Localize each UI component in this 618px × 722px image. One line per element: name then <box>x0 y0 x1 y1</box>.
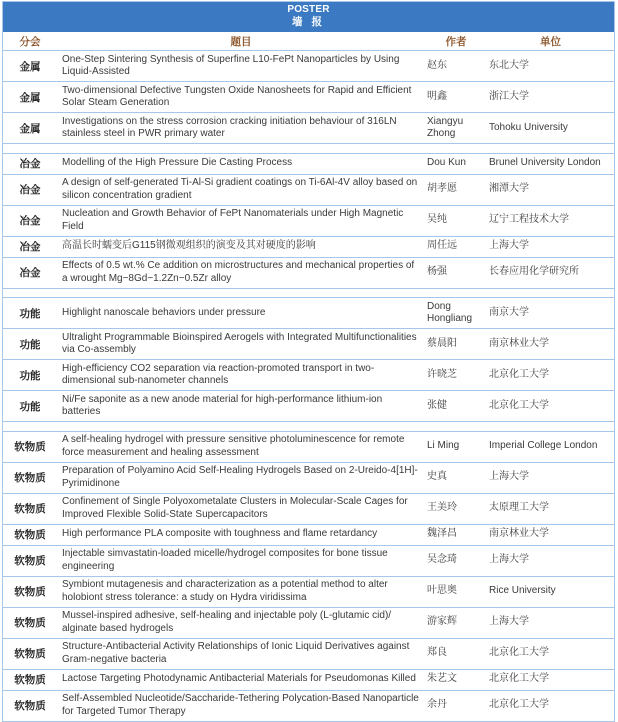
table-row <box>3 638 614 669</box>
cell-poster-title: Ultralight Programmable Bioinspired Aerogels with Integrated Multifunctionalities via Co-assembly <box>62 331 417 355</box>
column-header-row <box>3 32 614 50</box>
table-row <box>3 545 614 576</box>
cell-author: Li Ming <box>427 440 460 452</box>
cell-poster-title: Symbiont mutagenesis and characterization as a potential method to alter holobiont stress tolerance: a study on Hydra viridissima <box>62 579 388 603</box>
cell-affiliation: 北京化工大学 <box>489 673 549 685</box>
table-row <box>3 390 614 421</box>
table-row <box>3 493 614 524</box>
cell-poster-title: Lactose Targeting Photodynamic Antibacterial Materials for Pseudomonas Killed <box>62 673 416 685</box>
cell-author: 余丹 <box>427 699 447 711</box>
cell-author: 杨强 <box>427 266 447 278</box>
poster-table <box>2 1 615 722</box>
cell-author: Dong Hongliang <box>427 300 473 324</box>
cell-author: 郑良 <box>427 647 447 659</box>
cell-author: 朱艺文 <box>427 673 457 685</box>
table-title-banner <box>3 2 614 32</box>
table-row <box>3 607 614 638</box>
cell-poster-title: High-efficiency CO2 separation via reaction-promoted transport in two-dimensional sub-nanometer channels <box>62 362 375 386</box>
column-header-title: 题目 <box>230 35 252 48</box>
cell-poster-title: Preparation of Polyamino Acid Self-Healing Hydrogels Based on 2-Ureido-4[1H]-Pyrimidinone <box>62 465 418 489</box>
cell-author: Xiangyu Zhong <box>427 115 464 139</box>
cell-poster-title: Highlight nanoscale behaviors under pressure <box>62 306 266 318</box>
cell-author: 史真 <box>427 471 447 483</box>
cell-session-category: 软物质 <box>14 700 46 712</box>
cell-poster-title: Mussel-inspired adhesive, self-healing and injectable poly (L-glutamic cid)/ alginate based hydrogels <box>62 610 392 634</box>
table-row <box>3 174 614 205</box>
cell-affiliation: Brunel University London <box>489 157 601 169</box>
cell-affiliation: 上海大学 <box>489 554 529 566</box>
table-row <box>3 669 614 690</box>
table-row <box>3 462 614 493</box>
cell-session-category: 软物质 <box>14 674 46 686</box>
cell-session-category: 冶金 <box>19 158 41 170</box>
cell-affiliation: Imperial College London <box>489 440 598 452</box>
cell-poster-title: Nucleation and Growth Behavior of FePt Nanomaterials under High Magnetic Field <box>62 208 404 232</box>
cell-poster-title: Structure-Antibacterial Activity Relationships of Ionic Liquid Derivatives against Gram-negative bacteria <box>62 641 410 665</box>
cell-affiliation: 北京化工大学 <box>489 399 549 411</box>
cell-session-category: 软物质 <box>14 503 46 515</box>
cell-session-category: 功能 <box>19 400 41 413</box>
cell-author: 张健 <box>427 399 447 411</box>
cell-poster-title: Effects of 0.5 wt.% Ce addition on microstructures and mechanical properties of a wrought Mg−8Gd−1.2Zn−0.5Zr alloy <box>62 260 415 284</box>
cell-session-category: 功能 <box>19 369 41 382</box>
cell-poster-title: Self-Assembled Nucleotide/Saccharide-Tethering Polycation-Based Nanoparticle for Targeted Tumor Therapy <box>62 693 419 717</box>
cell-poster-title: Ni/Fe saponite as a new anode material for high-performance lithium-ion batteries <box>62 393 383 417</box>
cell-affiliation: 上海大学 <box>489 240 529 252</box>
cell-session-category: 功能 <box>19 338 41 351</box>
cell-poster-title: A design of self-generated Ti-Al-Si gradient coatings on Ti-6Al-4V alloy based on silicon concentration gradient <box>62 177 418 201</box>
table-row <box>3 328 614 359</box>
cell-affiliation: 长春应用化学研究所 <box>489 266 579 278</box>
cell-session-category: 冶金 <box>19 241 41 253</box>
cell-author: 许晓芝 <box>427 368 457 380</box>
cell-affiliation: 北京化工大学 <box>489 368 549 380</box>
cell-affiliation: 浙江大学 <box>489 90 529 102</box>
group-spacer-row <box>3 288 614 298</box>
cell-session-category: 金属 <box>19 122 41 135</box>
cell-affiliation: 湘潭大学 <box>489 183 529 195</box>
cell-affiliation: 太原理工大学 <box>489 502 549 514</box>
table-row <box>3 50 614 81</box>
column-header-session: 分会 <box>19 35 41 48</box>
cell-session-category: 冶金 <box>19 215 41 227</box>
cell-poster-title: Injectable simvastatin-loaded micelle/hydrogel composites for bone tissue engineering <box>62 548 388 572</box>
cell-author: 叶思奥 <box>427 585 457 597</box>
cell-session-category: 软物质 <box>14 472 46 484</box>
cell-affiliation: 北京化工大学 <box>489 699 549 711</box>
cell-author: 蔡晨阳 <box>427 337 457 349</box>
cell-affiliation: 东北大学 <box>489 59 529 71</box>
cell-author: 吴念琦 <box>427 554 457 566</box>
cell-session-category: 软物质 <box>14 529 46 541</box>
cell-author: 赵东 <box>427 59 447 71</box>
banner-title-english: POSTER <box>287 4 330 15</box>
cell-author: 游家辉 <box>427 616 457 628</box>
cell-affiliation: 上海大学 <box>489 471 529 483</box>
cell-affiliation: 南京林业大学 <box>489 337 549 349</box>
cell-session-category: 软物质 <box>14 441 46 453</box>
cell-affiliation: 北京化工大学 <box>489 647 549 659</box>
cell-author: 胡孝愿 <box>427 183 457 195</box>
cell-affiliation: 南京大学 <box>489 306 529 318</box>
cell-session-category: 冶金 <box>19 184 41 196</box>
column-header-author: 作者 <box>445 35 467 48</box>
table-row <box>3 257 614 288</box>
cell-session-category: 软物质 <box>14 555 46 567</box>
cell-affiliation: 南京林业大学 <box>489 528 549 540</box>
cell-affiliation: Rice University <box>489 585 556 597</box>
cell-poster-title: One-Step Sintering Synthesis of Superfine L10-FePt Nanoparticles by Using Liquid-Assisted <box>62 53 400 77</box>
table-row <box>3 576 614 607</box>
table-row <box>3 359 614 390</box>
table-row <box>3 297 614 328</box>
cell-session-category: 功能 <box>19 307 41 320</box>
cell-author: 明鑫 <box>427 90 447 102</box>
table-row <box>3 112 614 143</box>
cell-poster-title: Two-dimensional Defective Tungsten Oxide Nanosheets for Rapid and Efficient Solar Steam Generation <box>62 84 412 108</box>
cell-affiliation: Tohoku University <box>489 121 568 133</box>
table-row <box>3 431 614 462</box>
cell-author: 王美玲 <box>427 502 457 514</box>
table-row <box>3 690 614 721</box>
table-row <box>3 205 614 236</box>
group-spacer-row <box>3 421 614 431</box>
cell-session-category: 软物质 <box>14 648 46 660</box>
cell-affiliation: 辽宁工程技术大学 <box>489 214 569 226</box>
banner-title-chinese: 墙 报 <box>292 16 325 28</box>
cell-poster-title: Confinement of Single Polyoxometalate Clusters in Molecular-Scale Cages for Improved Flexible Solid-State Supercapacitors <box>62 496 408 520</box>
cell-author: 周任远 <box>427 240 457 252</box>
cell-session-category: 金属 <box>19 60 41 73</box>
cell-poster-title: Modelling of the High Pressure Die Casting Process <box>62 157 293 169</box>
cell-affiliation: 上海大学 <box>489 616 529 628</box>
cell-session-category: 软物质 <box>14 617 46 629</box>
table-row <box>3 81 614 112</box>
cell-poster-title: 高温长时蠕变后G115钢微观组织的演变及其对硬度的影响 <box>62 240 316 252</box>
group-spacer-row <box>3 143 614 153</box>
table-row <box>3 236 614 257</box>
cell-author: Dou Kun <box>427 157 466 169</box>
table-row <box>3 524 614 545</box>
cell-session-category: 软物质 <box>14 586 46 598</box>
cell-session-category: 金属 <box>19 91 41 104</box>
cell-poster-title: High performance PLA composite with toughness and flame retardancy <box>62 528 378 540</box>
cell-author: 吴纯 <box>427 214 447 226</box>
table-row <box>3 153 614 174</box>
cell-poster-title: A self-healing hydrogel with pressure sensitive photoluminescence for remote force measurement and healing assessment <box>62 434 405 458</box>
cell-session-category: 冶金 <box>19 267 41 279</box>
table-body <box>3 50 614 721</box>
cell-poster-title: Investigations on the stress corrosion cracking initiation behaviour of 316LN stainless steel in PWR primary water <box>62 115 397 139</box>
cell-author: 魏泽昌 <box>427 528 457 540</box>
column-header-affiliation: 单位 <box>540 35 561 48</box>
